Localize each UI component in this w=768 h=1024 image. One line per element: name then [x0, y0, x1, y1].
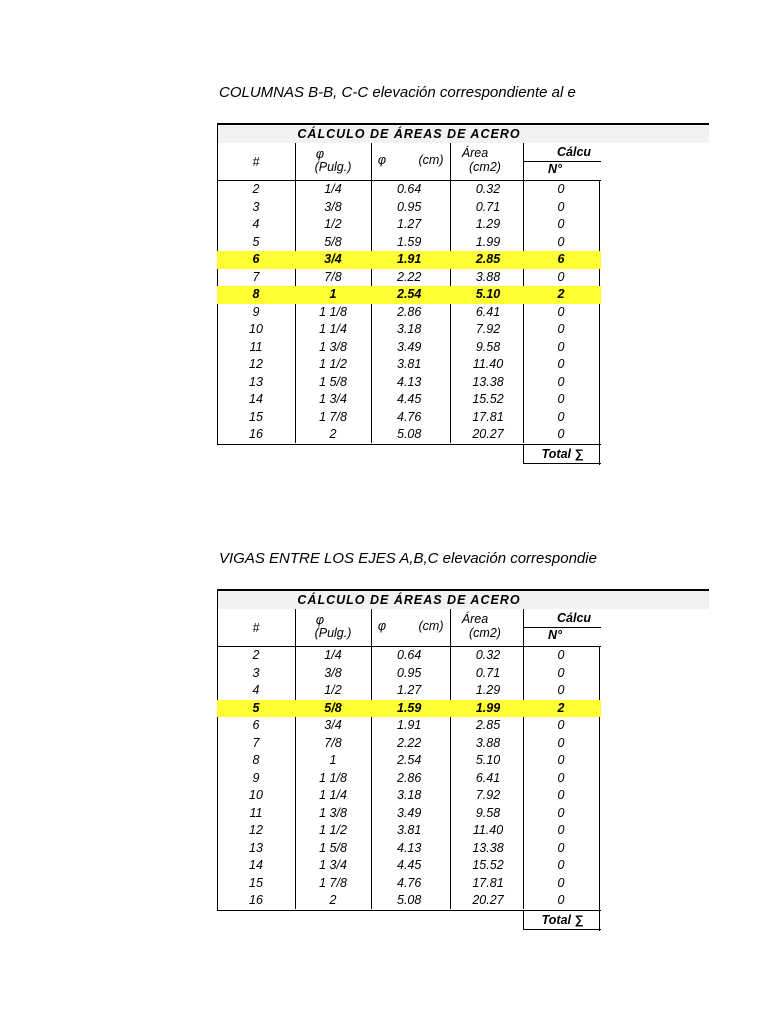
cell-count: 0 — [557, 234, 565, 249]
cell-diameter-cm: 0.64 — [397, 648, 422, 662]
table-row — [217, 216, 601, 234]
table-row — [217, 374, 601, 392]
cell-count: 6 — [557, 252, 565, 266]
col-header-area-unit: (cm2) — [469, 160, 501, 174]
cell-diameter-pulg: 1 7/8 — [319, 875, 347, 890]
col-header-cm: (cm) — [418, 619, 444, 633]
table-row — [217, 181, 601, 199]
table-row — [217, 717, 601, 735]
col-header-phi-symbol: φ — [315, 613, 325, 627]
cell-area: 0.71 — [475, 199, 501, 214]
cell-diameter-pulg: 1 7/8 — [319, 409, 347, 424]
col-header-phi-symbol: φ — [315, 147, 325, 161]
cell-diameter-pulg: 1/2 — [324, 217, 342, 231]
cell-diameter-cm: 2.54 — [397, 753, 422, 767]
col-header-number: # — [252, 155, 260, 169]
table-row — [217, 875, 601, 893]
cell-area: 11.40 — [472, 357, 504, 371]
cell-number: 16 — [249, 893, 263, 907]
table-row — [217, 665, 601, 683]
cell-diameter-cm: 1.27 — [397, 217, 422, 231]
cell-diameter-cm: 3.81 — [397, 357, 422, 371]
cell-count: 0 — [557, 357, 565, 371]
cell-area: 7.92 — [475, 788, 501, 802]
cell-diameter-pulg: 1 5/8 — [319, 840, 347, 855]
cell-area: 1.29 — [475, 683, 501, 697]
cell-area: 3.88 — [475, 735, 501, 750]
cell-diameter-cm: 4.13 — [397, 840, 422, 855]
total-cell: Total ∑ — [523, 910, 601, 930]
cell-number: 8 — [252, 753, 260, 767]
col-header-pulg: (Pulg.) — [314, 160, 352, 174]
cell-count: 0 — [557, 427, 565, 441]
col-header-area-unit: (cm2) — [469, 626, 501, 640]
cell-number: 12 — [249, 823, 263, 837]
cell-diameter-cm: 2.86 — [397, 304, 422, 319]
cell-diameter-cm: 3.81 — [397, 823, 422, 837]
cell-diameter-cm: 3.49 — [397, 805, 422, 820]
table-row — [217, 770, 601, 788]
cell-diameter-cm: 1.27 — [397, 683, 422, 697]
cell-area: 7.92 — [475, 322, 501, 336]
cell-area: 2.85 — [475, 252, 501, 266]
table-row — [217, 321, 601, 339]
cell-diameter-pulg: 1 1/8 — [319, 770, 347, 785]
col-header-number: # — [252, 621, 260, 635]
section-title: VIGAS ENTRE LOS EJES A,B,C elevación correspondie — [219, 550, 597, 567]
table-row — [217, 304, 601, 322]
cell-number: 11 — [249, 805, 263, 820]
cell-number: 14 — [249, 392, 263, 406]
cell-diameter-cm: 3.18 — [397, 322, 422, 336]
cell-number: 9 — [252, 770, 260, 785]
table-row — [217, 356, 601, 374]
cell-count: 0 — [557, 322, 565, 336]
table-bottom-border — [217, 910, 523, 911]
cell-count: 0 — [557, 409, 565, 424]
cell-area: 1.99 — [475, 700, 501, 715]
cell-diameter-cm: 4.76 — [397, 409, 422, 424]
cell-area: 6.41 — [475, 770, 501, 785]
cell-count: 0 — [557, 269, 565, 284]
cell-area: 13.38 — [472, 374, 504, 389]
cell-diameter-cm: 1.59 — [397, 700, 422, 715]
cell-area: 20.27 — [472, 427, 504, 441]
cell-diameter-cm: 0.95 — [397, 665, 422, 680]
cell-area: 1.99 — [475, 234, 501, 249]
col-header-calc: Cálcu — [557, 611, 592, 625]
cell-number: 10 — [249, 322, 263, 336]
cell-area: 17.81 — [472, 875, 504, 890]
table-row — [217, 822, 601, 840]
cell-number: 6 — [252, 718, 260, 732]
cell-diameter-pulg: 1 1/2 — [319, 823, 347, 837]
cell-diameter-pulg: 1 3/8 — [319, 339, 347, 354]
cell-diameter-pulg: 1 1/2 — [319, 357, 347, 371]
cell-count: 0 — [557, 648, 565, 662]
cell-count: 0 — [557, 823, 565, 837]
table-row — [217, 251, 601, 269]
cell-number: 3 — [252, 665, 260, 680]
cell-diameter-pulg: 7/8 — [324, 735, 342, 750]
cell-diameter-cm: 4.45 — [397, 392, 422, 406]
cell-area: 11.40 — [472, 823, 504, 837]
col-header-area: Área — [461, 612, 489, 626]
cell-number: 2 — [252, 648, 260, 662]
cell-number: 7 — [252, 735, 260, 750]
col-header-pulg: (Pulg.) — [314, 626, 352, 640]
cell-diameter-cm: 4.13 — [397, 374, 422, 389]
cell-area: 17.81 — [472, 409, 504, 424]
cell-diameter-pulg: 1 1/4 — [319, 788, 347, 802]
table-row — [217, 199, 601, 217]
cell-diameter-cm: 2.22 — [397, 269, 422, 284]
cell-diameter-cm: 3.49 — [397, 339, 422, 354]
cell-number: 16 — [249, 427, 263, 441]
cell-diameter-pulg: 1 1/4 — [319, 322, 347, 336]
cell-count: 2 — [557, 700, 565, 715]
cell-count: 0 — [557, 199, 565, 214]
cell-number: 4 — [252, 683, 260, 697]
cell-count: 0 — [557, 718, 565, 732]
cell-diameter-pulg: 2 — [329, 427, 337, 441]
table-caption: CÁLCULO DE ÁREAS DE ACERO — [297, 127, 521, 141]
table-row — [217, 269, 601, 287]
cell-count: 0 — [557, 875, 565, 890]
table-header-band — [217, 123, 709, 143]
cell-diameter-cm: 5.08 — [397, 427, 422, 441]
table-row — [217, 840, 601, 858]
cell-number: 11 — [249, 339, 263, 354]
cell-area: 6.41 — [475, 304, 501, 319]
table-row — [217, 752, 601, 770]
cell-area: 2.85 — [475, 718, 501, 732]
cell-area: 3.88 — [475, 269, 501, 284]
table-row — [217, 787, 601, 805]
cell-diameter-pulg: 1 3/4 — [319, 858, 347, 872]
cell-diameter-cm: 0.95 — [397, 199, 422, 214]
cell-number: 6 — [252, 252, 260, 266]
cell-diameter-cm: 4.45 — [397, 858, 422, 872]
cell-diameter-cm: 5.08 — [397, 893, 422, 907]
cell-count: 0 — [557, 840, 565, 855]
cell-diameter-cm: 4.76 — [397, 875, 422, 890]
cell-area: 9.58 — [475, 805, 501, 820]
cell-area: 13.38 — [472, 840, 504, 855]
cell-count: 0 — [557, 374, 565, 389]
cell-diameter-pulg: 1 5/8 — [319, 374, 347, 389]
total-cell: Total ∑ — [523, 444, 601, 464]
table-caption: CÁLCULO DE ÁREAS DE ACERO — [297, 593, 521, 607]
col-header-cm: (cm) — [418, 153, 444, 167]
cell-area: 15.52 — [472, 858, 504, 872]
cell-number: 12 — [249, 357, 263, 371]
cell-number: 3 — [252, 199, 260, 214]
table-row — [217, 286, 601, 304]
cell-area: 0.32 — [475, 182, 501, 196]
cell-count: 0 — [557, 182, 565, 196]
cell-count: 0 — [557, 339, 565, 354]
table-row — [217, 892, 601, 910]
table-row — [217, 682, 601, 700]
cell-number: 10 — [249, 788, 263, 802]
cell-area: 5.10 — [475, 753, 501, 767]
cell-diameter-cm: 2.86 — [397, 770, 422, 785]
cell-area: 9.58 — [475, 339, 501, 354]
cell-count: 0 — [557, 858, 565, 872]
table-row — [217, 805, 601, 823]
cell-diameter-pulg: 1 1/8 — [319, 304, 347, 319]
cell-number: 15 — [249, 409, 263, 424]
cell-diameter-pulg: 2 — [329, 893, 337, 907]
table-row — [217, 857, 601, 875]
cell-count: 0 — [557, 788, 565, 802]
cell-count: 0 — [557, 665, 565, 680]
cell-diameter-cm: 1.91 — [397, 718, 422, 732]
cell-area: 15.52 — [472, 392, 504, 406]
cell-diameter-pulg: 1 3/8 — [319, 805, 347, 820]
cell-diameter-pulg: 1 — [329, 287, 337, 301]
cell-number: 2 — [252, 182, 260, 196]
cell-number: 4 — [252, 217, 260, 231]
cell-count: 2 — [557, 287, 565, 301]
cell-count: 0 — [557, 770, 565, 785]
table-row — [217, 700, 601, 718]
cell-diameter-pulg: 3/8 — [324, 199, 342, 214]
table-row — [217, 647, 601, 665]
cell-number: 13 — [249, 374, 263, 389]
table-row — [217, 409, 601, 427]
table-row — [217, 391, 601, 409]
cell-diameter-pulg: 1/2 — [324, 683, 342, 697]
cell-number: 8 — [252, 287, 260, 301]
section-title: COLUMNAS B-B, C-C elevación correspondiente al e — [219, 84, 576, 101]
cell-diameter-cm: 2.22 — [397, 735, 422, 750]
cell-count: 0 — [557, 753, 565, 767]
cell-diameter-cm: 0.64 — [397, 182, 422, 196]
cell-count: 0 — [557, 805, 565, 820]
table-header-band — [217, 589, 709, 609]
cell-diameter-pulg: 7/8 — [324, 269, 342, 284]
cell-count: 0 — [557, 683, 565, 697]
cell-diameter-cm: 3.18 — [397, 788, 422, 802]
col-header-phi-symbol-cm: φ — [377, 619, 387, 633]
cell-diameter-pulg: 5/8 — [324, 234, 342, 249]
cell-area: 1.29 — [475, 217, 501, 231]
table-row — [217, 234, 601, 252]
cell-area: 0.71 — [475, 665, 501, 680]
col-header-n: N° — [547, 162, 563, 176]
cell-number: 5 — [252, 234, 260, 249]
cell-diameter-pulg: 3/8 — [324, 665, 342, 680]
col-header-calc: Cálcu — [557, 145, 592, 159]
cell-number: 15 — [249, 875, 263, 890]
cell-number: 9 — [252, 304, 260, 319]
cell-area: 0.32 — [475, 648, 501, 662]
cell-count: 0 — [557, 735, 565, 750]
table-row — [217, 426, 601, 444]
cell-diameter-pulg: 5/8 — [324, 700, 342, 715]
col-header-n: N° — [547, 628, 563, 642]
table-bottom-border — [217, 444, 523, 445]
cell-diameter-cm: 1.91 — [397, 252, 422, 266]
cell-number: 14 — [249, 858, 263, 872]
table-row — [217, 339, 601, 357]
cell-number: 13 — [249, 840, 263, 855]
cell-diameter-pulg: 1 — [329, 753, 337, 767]
cell-count: 0 — [557, 392, 565, 406]
cell-diameter-pulg: 1/4 — [324, 648, 342, 662]
cell-diameter-pulg: 3/4 — [324, 252, 342, 266]
cell-area: 5.10 — [475, 287, 501, 301]
cell-number: 7 — [252, 269, 260, 284]
col-header-area: Área — [461, 146, 489, 160]
cell-area: 20.27 — [472, 893, 504, 907]
cell-diameter-pulg: 3/4 — [324, 718, 342, 732]
cell-count: 0 — [557, 893, 565, 907]
cell-count: 0 — [557, 304, 565, 319]
cell-diameter-cm: 2.54 — [397, 287, 422, 301]
cell-diameter-cm: 1.59 — [397, 234, 422, 249]
col-header-phi-symbol-cm: φ — [377, 153, 387, 167]
cell-count: 0 — [557, 217, 565, 231]
cell-number: 5 — [252, 700, 260, 715]
cell-diameter-pulg: 1/4 — [324, 182, 342, 196]
cell-diameter-pulg: 1 3/4 — [319, 392, 347, 406]
table-row — [217, 735, 601, 753]
